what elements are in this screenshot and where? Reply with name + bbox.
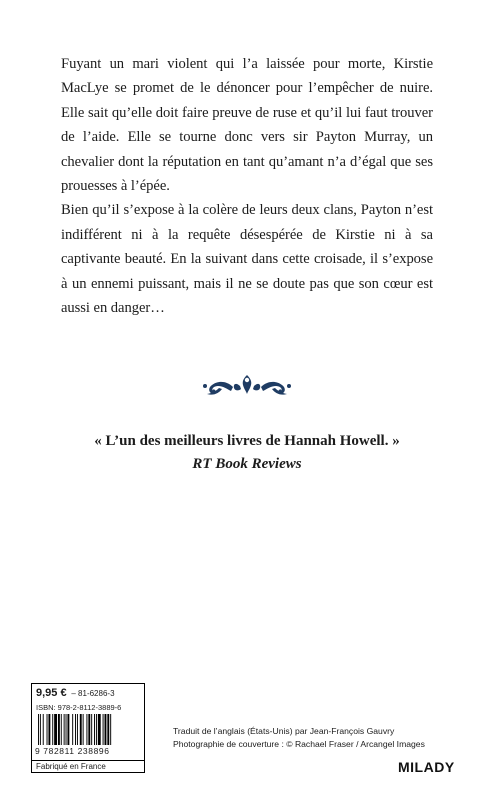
price-code: – 81-6286-3 — [71, 689, 115, 698]
isbn: ISBN: 978-2-8112-3889-6 — [36, 703, 122, 712]
made-in-label: Fabriqué en France — [32, 760, 144, 772]
review-quote — [40, 430, 454, 476]
floral-ornament-icon — [200, 372, 294, 398]
credits — [173, 725, 425, 751]
publisher-logo: MILADY — [398, 759, 455, 775]
barcode-icon — [38, 714, 138, 745]
barcode-digits: 9 782811 238896 — [35, 746, 110, 756]
blurb-paragraph-2: Bien qu’il s’expose à la colère de leurs deux clans, Payton n’est indifférent ni à la requête désespérée de Kirstie ni à sa captivante beauté. En la suivant dans cette croisade, il s’expose à un ennemi puissant, mais il ne se doute pas que son cœur est aussi en danger… — [61, 202, 433, 317]
price: 9,95 € — [36, 687, 67, 699]
back-cover-blurb — [61, 52, 433, 320]
price-row — [36, 687, 115, 699]
photo-credit: Photographie de couverture : © Rachael Fraser / Arcangel Images — [173, 739, 425, 749]
blurb-paragraph-1: Fuyant un mari violent qui l’a laissée pour morte, Kirstie MacLye se promet de le dénoncer pour l’empêcher de nuire. Elle sait qu’elle doit faire preuve de ruse et qu’il lui faut trouver de l’aide. Elle se tourne donc vers sir Payton Murray, un chevalier dont la réputation en tant qu’amant n’a d’égal que ses prouesses à l’épée. — [61, 56, 433, 195]
quote-source: RT Book Reviews — [192, 456, 302, 472]
barcode-box — [31, 683, 145, 773]
translation-credit: Traduit de l’anglais (États-Unis) par Jean-François Gauvry — [173, 726, 395, 736]
quote-text: « L’un des meilleurs livres de Hannah Howell. » — [94, 433, 400, 449]
